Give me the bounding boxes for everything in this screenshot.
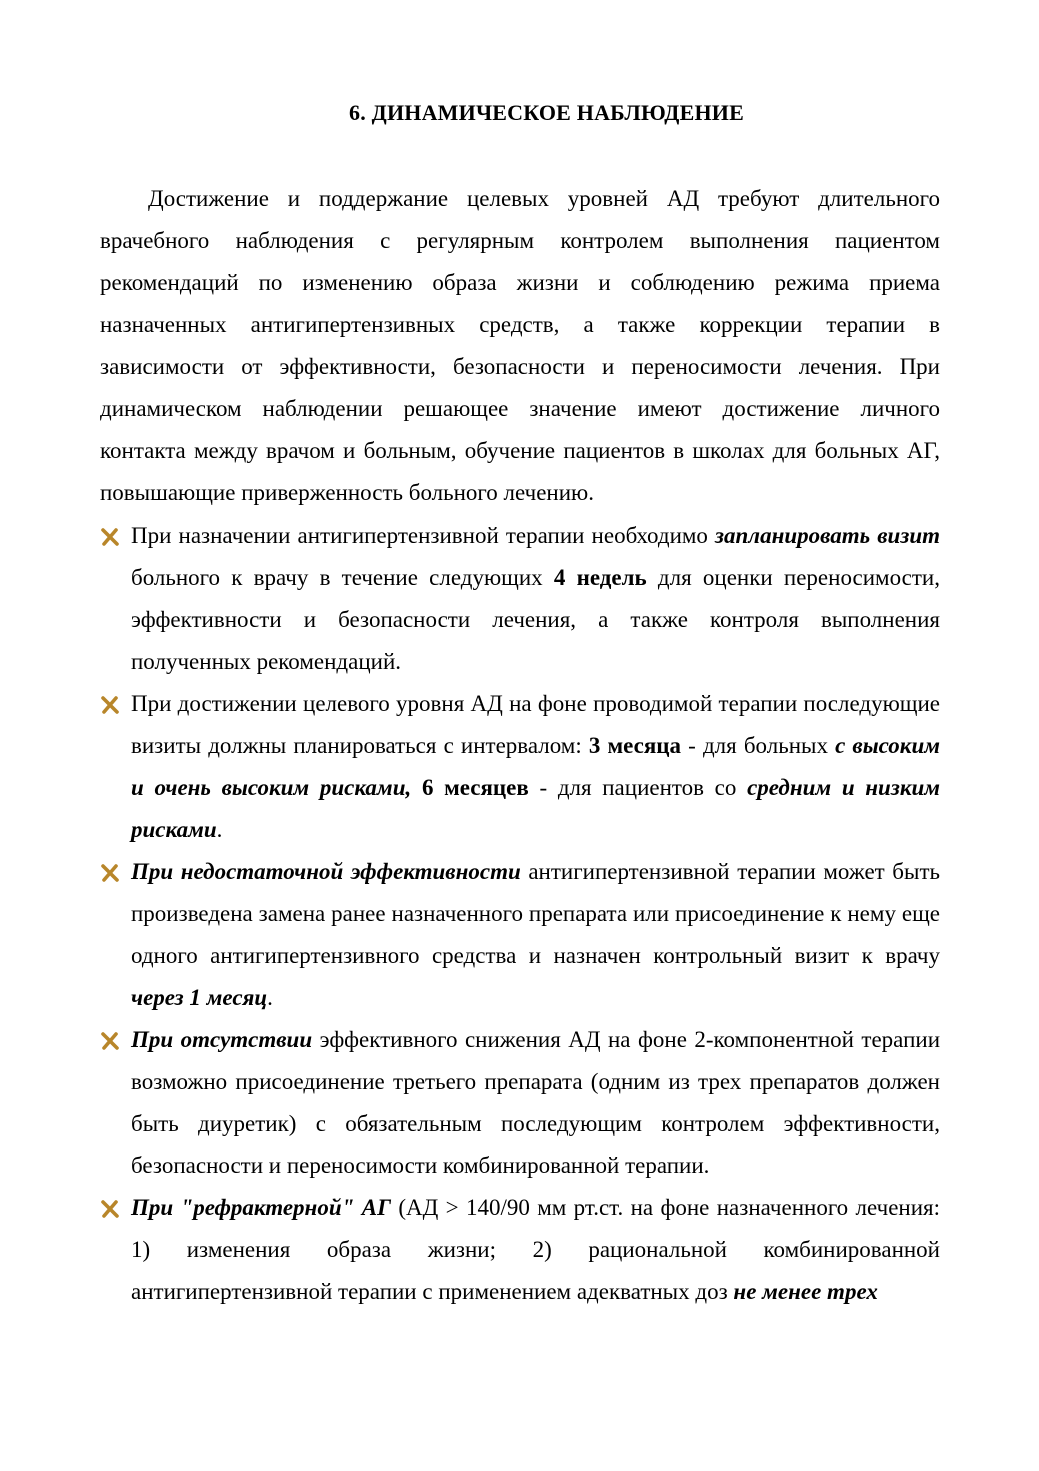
section-title: 6. ДИНАМИЧЕСКОЕ НАБЛЮДЕНИЕ <box>349 100 744 125</box>
bullet-emphasis: При "рефрактерной" АГ <box>131 1195 391 1220</box>
x-mark-icon <box>100 1200 122 1218</box>
list-item <box>100 515 940 683</box>
x-mark-icon <box>100 696 122 714</box>
bullet-emphasis: При недостаточной эффективности <box>131 859 521 884</box>
bullet-text: антигипертензивной терапии может быть произведена замена ранее назначенного препарата или присоединение к нему еще одного антигипертензивного средства и назначен контрольный визит к врачу <box>131 859 940 968</box>
bullet-emphasis: через 1 месяц <box>131 985 268 1010</box>
intro-paragraph: Достижение и поддержание целевых уровней АД требуют длительного врачебного наблюдения с регулярным контролем выполнения пациентом рекомендаций по изменению образа жизни и соблюдению режима приема назначенных антигипертензивных средств, а также коррекции терапии в зависимости от эффективности, безопасности и переносимости лечения. При динамическом наблюдении решающее значение имеют достижение личного контакта между врачом и больным, обучение пациентов в школах для больных АГ, повышающие приверженность больного лечению. <box>100 186 940 505</box>
list-item <box>100 851 940 1019</box>
bullet-emphasis: 3 месяца <box>588 733 682 758</box>
bullet-list <box>100 515 940 1313</box>
bullet-emphasis: При отсутствии <box>131 1027 313 1052</box>
bullet-text <box>411 775 422 800</box>
bullet-text: для оценки переносимости, эффективности и безопасности лечения, а также контроля выполнения полученных рекомендаций. <box>131 565 940 674</box>
bullet-text: больного к врачу в течение следующих <box>131 565 554 590</box>
bullet-emphasis: средним и низким рисками <box>131 775 941 842</box>
bullet-text: эффективного снижения АД на фоне 2-компонентной терапии возможно присоединение третьего препарата (одним из трех препаратов должен быть диуретик) с обязательным последующим контролем эффективности, безопасности и переносимости комбинированной терапии. <box>131 1027 941 1178</box>
bullet-emphasis: 6 месяцев <box>421 775 529 800</box>
bullet-text: . <box>267 985 273 1010</box>
bullet-emphasis: 4 недель <box>553 565 647 590</box>
list-item <box>100 683 940 851</box>
x-mark-icon <box>100 528 122 546</box>
bullet-emphasis: с высоким и очень высоким рисками, <box>131 733 940 800</box>
x-mark-icon <box>100 1032 122 1050</box>
bullet-text: . <box>216 817 223 842</box>
bullet-text: - для больных <box>681 733 836 758</box>
bullet-text: - для пациентов со <box>528 775 748 800</box>
bullet-text: При достижении целевого уровня АД на фоне проводимой терапии последующие визиты должны планироваться с интервалом: <box>131 691 940 758</box>
x-mark-icon <box>100 864 122 882</box>
bullet-text: (АД > 140/90 мм рт.ст. на фоне назначенного лечения: 1) изменения образа жизни; 2) рациональной комбинированной антигипертензивной терапии с применением адекватных доз <box>131 1195 941 1304</box>
list-item <box>100 1019 940 1187</box>
bullet-emphasis: не менее трех <box>733 1279 878 1304</box>
bullet-text: При назначении антигипертензивной терапии необходимо <box>131 523 716 548</box>
bullet-emphasis: запланировать визит <box>715 523 940 548</box>
list-item <box>100 1187 940 1313</box>
